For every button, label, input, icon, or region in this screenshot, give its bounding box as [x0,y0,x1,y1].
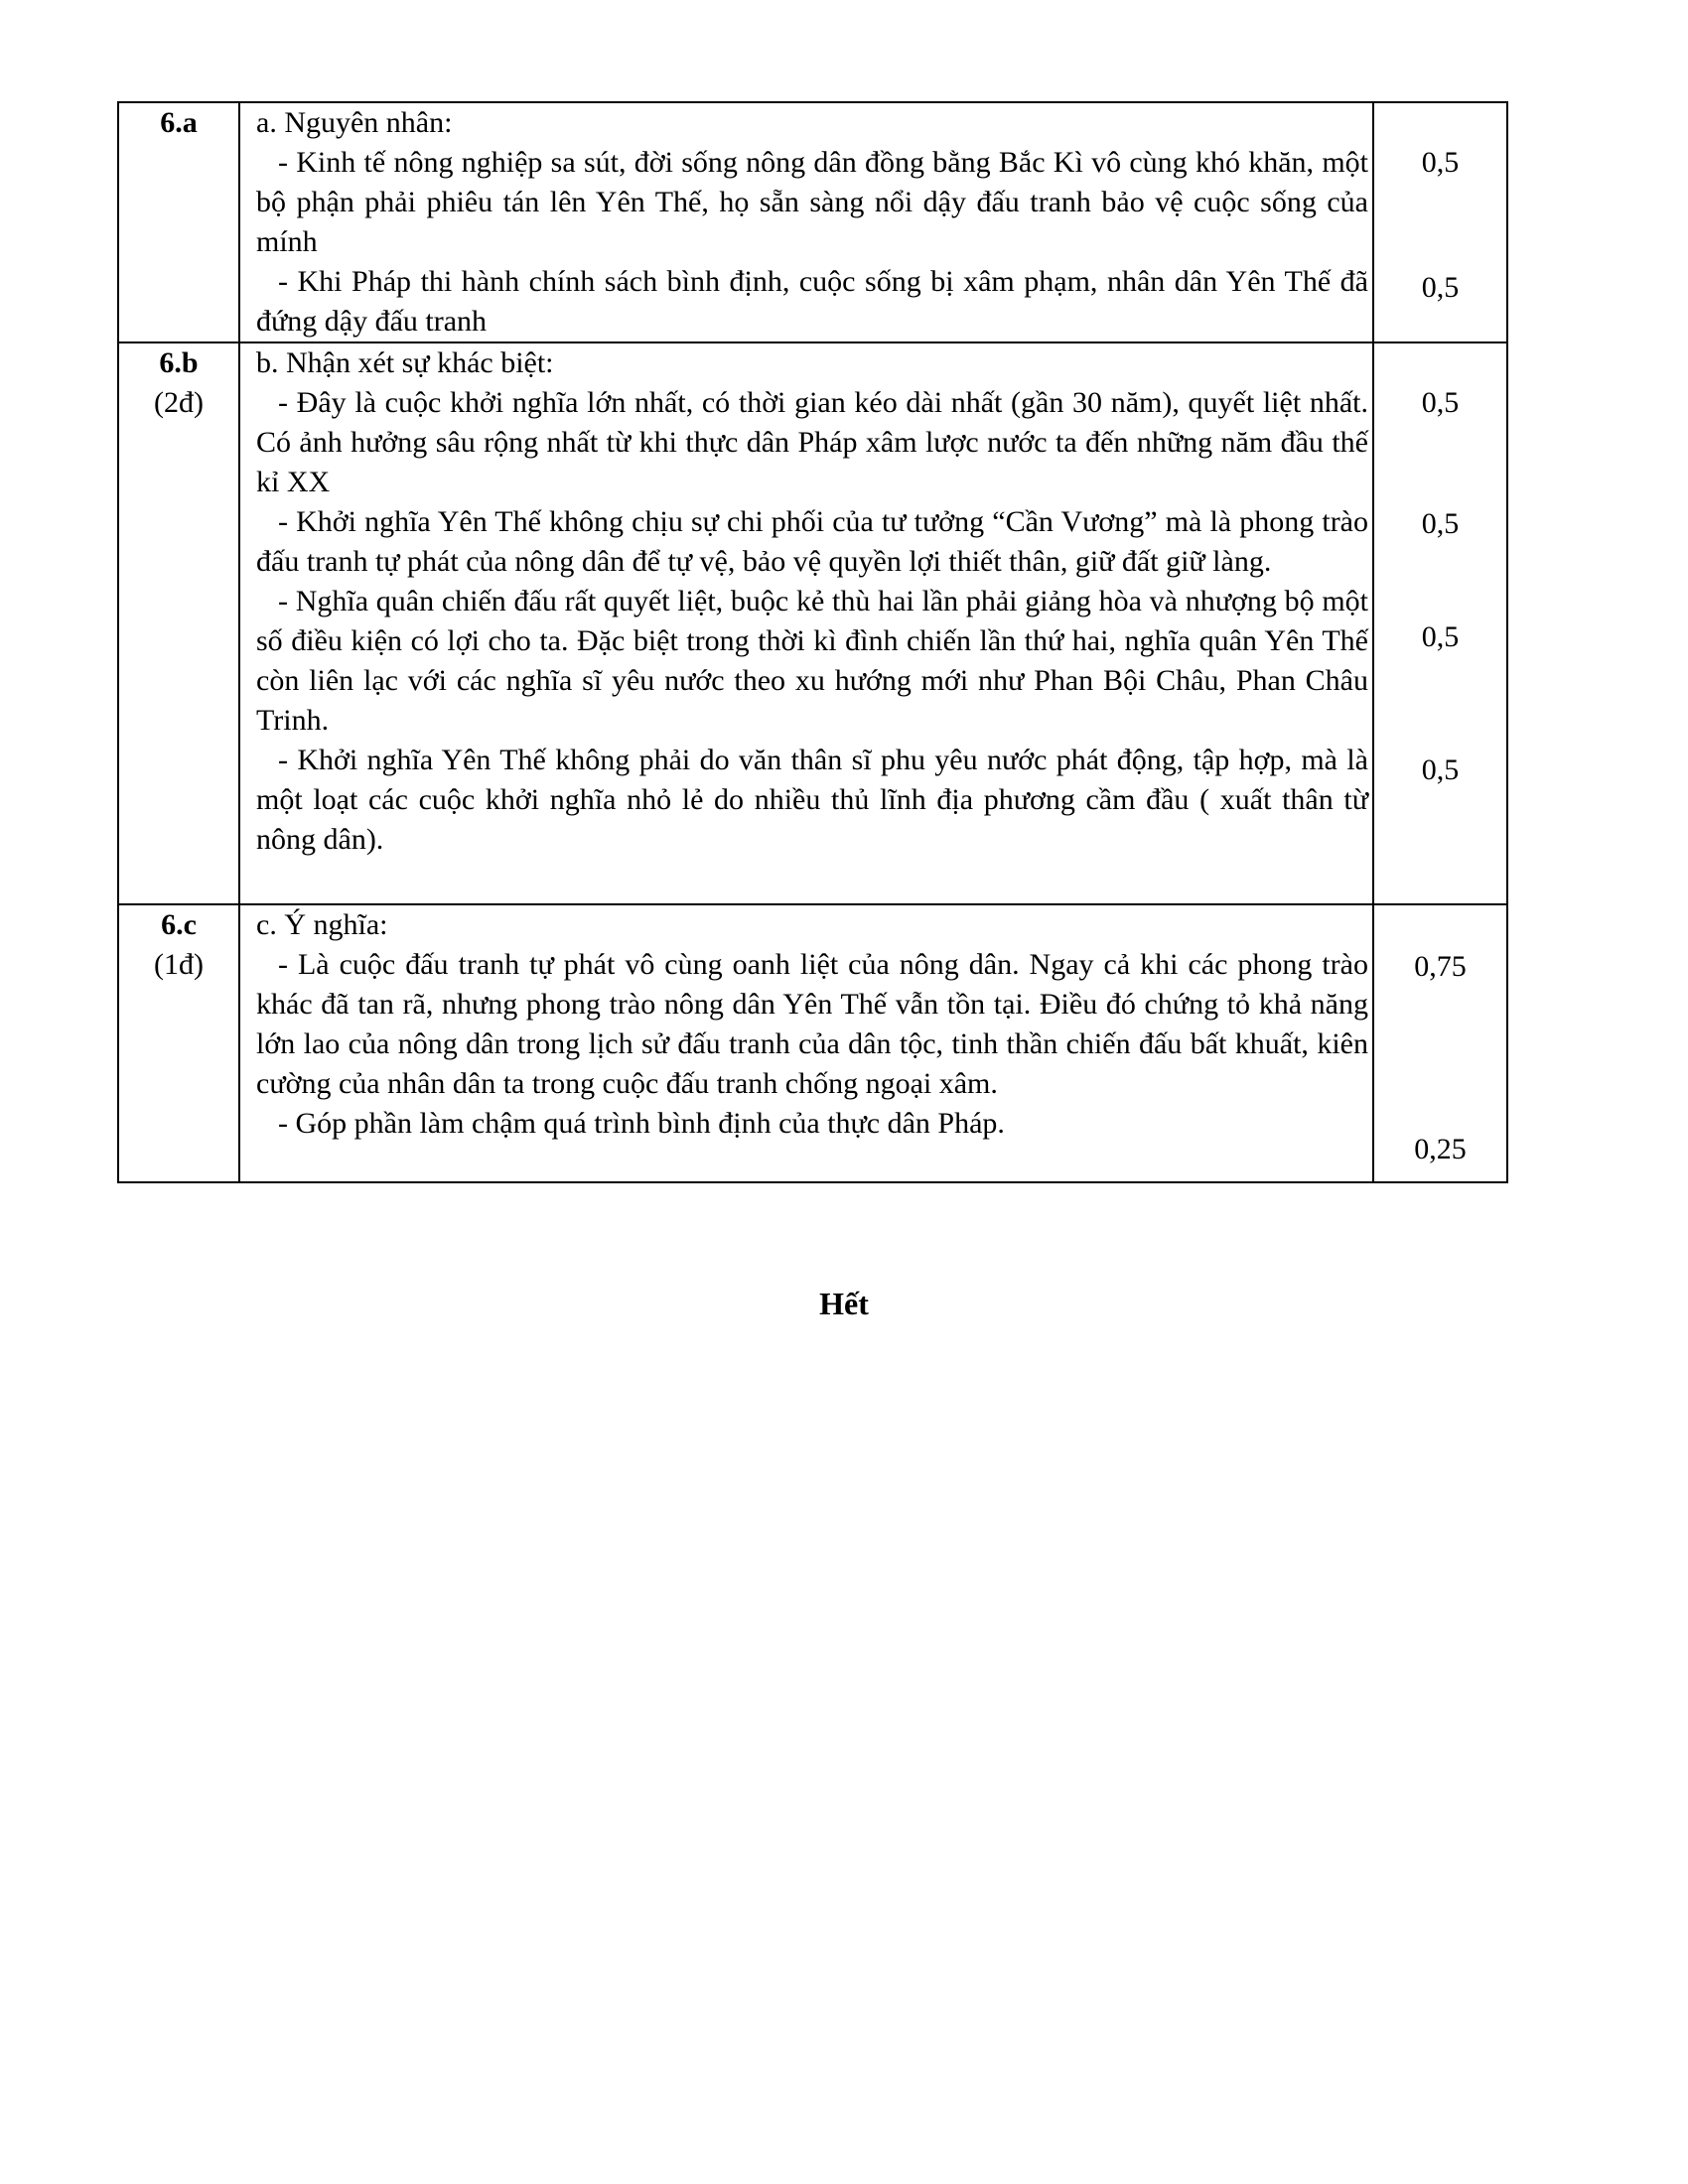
question-label: 6.a [160,106,198,139]
answer-key-table [117,101,1508,1183]
answer-item: - Đây là cuộc khởi nghĩa lớn nhất, có thời gian kéo dài nhất (gần 30 năm), quyết liệt nhất. Có ảnh hưởng sâu rộng nhất từ khi thực dân Pháp xâm lược nước ta đến những năm đầu thế kỉ XX [256,386,1368,498]
score-cell [1373,904,1507,1182]
score-value: 0,75 [1414,950,1467,983]
table-row-6c [118,904,1507,1182]
question-cell [118,102,239,342]
score-cell [1373,342,1507,904]
section-heading: a. Nguyên nhân: [256,106,453,139]
score-value: 0,5 [1421,146,1460,179]
end-of-document-label: Hết [819,1286,869,1321]
question-cell [118,342,239,904]
answer-item: - Nghĩa quân chiến đấu rất quyết liệt, buộc kẻ thù hai lần phải giảng hòa và nhượng bộ một số điều kiện có lợi cho ta. Đặc biệt trong thời kì đình chiến lần thứ hai, nghĩa quân Yên Thế còn liên lạc với các nghĩa sĩ yêu nước theo xu hướng mới như Phan Bội Châu, Phan Châu Trinh. [256,585,1368,737]
section-heading: b. Nhận xét sự khác biệt: [256,346,554,379]
score-value: 0,5 [1421,753,1460,786]
answer-item: - Khởi nghĩa Yên Thế không phải do văn thân sĩ phu yêu nước phát động, tập hợp, mà là một loạt các cuộc khởi nghĩa nhỏ lẻ do nhiều thủ lĩnh địa phương cầm đầu ( xuất thân từ nông dân). [256,744,1368,856]
question-points: (2đ) [154,386,204,419]
answer-item: - Khởi nghĩa Yên Thế không chịu sự chi phối của tư tưởng “Cần Vương” mà là phong trào đấu tranh tự phát của nông dân để tự vệ, bảo vệ quyền lợi thiết thân, giữ đất giữ làng. [256,505,1368,578]
answer-item: - Góp phần làm chậm quá trình bình định của thực dân Pháp. [278,1107,1005,1140]
question-label: 6.c [161,908,197,941]
question-cell [118,904,239,1182]
score-value: 0,5 [1421,507,1460,540]
answer-item: - Kinh tế nông nghiệp sa sút, đời sống nông dân đồng bằng Bắc Kì vô cùng khó khăn, một bộ phận phải phiêu tán lên Yên Thế, họ sẵn sàng nổi dậy đấu tranh bảo vệ cuộc sống của mính [256,146,1368,258]
answer-item: - Là cuộc đấu tranh tự phát vô cùng oanh liệt của nông dân. Ngay cả khi các phong trào khác đã tan rã, nhưng phong trào nông dân Yên Thế vẫn tồn tại. Điều đó chứng tỏ khả năng lớn lao của nông dân trong lịch sử đấu tranh của dân tộc, tinh thần chiến đấu bất khuất, kiên cường của nhân dân ta trong cuộc đấu tranh chống ngoại xâm. [256,948,1368,1100]
answer-item: - Khi Pháp thi hành chính sách bình định, cuộc sống bị xâm phạm, nhân dân Yên Thế đã đứng dậy đấu tranh [256,265,1368,338]
table-row-6b [118,342,1507,904]
question-label: 6.b [159,346,199,379]
score-value: 0,5 [1421,620,1460,653]
score-value: 0,25 [1414,1133,1467,1165]
table-row-6a [118,102,1507,342]
content-cell [239,904,1373,1182]
content-cell [239,102,1373,342]
section-heading: c. Ý nghĩa: [256,908,388,941]
score-value: 0,5 [1421,386,1460,419]
score-cell [1373,102,1507,342]
question-points: (1đ) [154,948,204,981]
score-value: 0,5 [1421,271,1460,304]
content-cell [239,342,1373,904]
